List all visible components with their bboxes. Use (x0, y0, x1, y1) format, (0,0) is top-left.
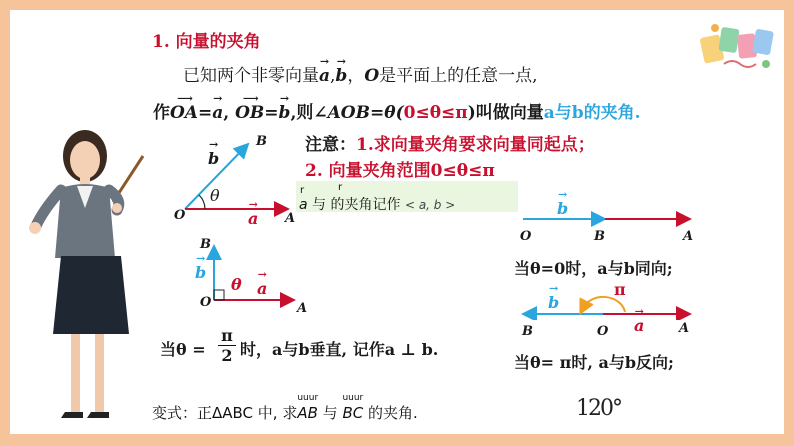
exercise-line (152, 393, 418, 423)
opp-label-o: O (597, 324, 609, 339)
section-number: 1. (152, 32, 170, 52)
notation-a: r a (299, 185, 308, 213)
exercise-bc: uuur BC (342, 393, 364, 422)
perp-label-a-point: A (297, 301, 308, 316)
exercise-text: 变式：正ΔABC 中, 求 (152, 404, 298, 422)
vector-b: → b (335, 55, 348, 86)
vector-ob: ⟶ OB (235, 92, 265, 123)
note-line-1 (305, 130, 595, 155)
note-item-1: 1.求向量夹角要求向量同起点； (356, 135, 595, 155)
diagram-opposite-direction (515, 282, 700, 320)
vector-oa: ⟶ OA (170, 92, 198, 123)
notation-r-b: r (338, 182, 343, 193)
same-label-b-point: B (594, 229, 605, 244)
section-title (152, 27, 261, 52)
definition-line-1 (183, 55, 538, 86)
perp-label-a-vector: → a (257, 268, 268, 298)
vector-a: → a (319, 55, 331, 86)
label-b-vector: → b (208, 138, 220, 168)
vector-b-2: → b (278, 92, 291, 123)
perp-label-b-point: B (200, 237, 211, 252)
theta-eq: =θ( (369, 103, 404, 123)
point-o: O (364, 66, 380, 86)
equals-2: = (264, 103, 279, 123)
notation-text (299, 182, 456, 214)
note-line-2: 2. 向量夹角范围0≤θ≤π (305, 161, 495, 181)
notation-bracket: < a, b > (404, 198, 456, 212)
exercise-ab: uuur AB (297, 393, 319, 422)
definition-text: 已知两个非零向量 (183, 66, 319, 86)
exercise-yu: 与 (317, 404, 343, 422)
angle-aob: ∠AOB (313, 103, 370, 123)
perp-caption-pre: 当θ = (160, 340, 206, 359)
perp-frac-den: 2 (218, 345, 236, 365)
diagram-same-direction (515, 205, 700, 235)
definition-text-end: 是平面上的任意一点, (379, 66, 538, 86)
same-label-a-point: A (683, 229, 694, 244)
opp-label-pi: π (614, 280, 626, 299)
a-and-b: a与b (543, 103, 584, 123)
exercise-tail: 的夹角. (363, 404, 418, 422)
opp-label-a-point: A (679, 321, 690, 336)
definition-line-2: 作 ⟶ OA= → a, ⟶ OB= → b,则∠AOB=θ(0≤θ≤π)叫做向量a与b的夹角. (153, 92, 641, 123)
opp-caption: 当θ= π时, a与b反向; (514, 353, 674, 372)
opp-label-b-point: B (522, 324, 533, 339)
same-label-b-vector: → b (557, 188, 569, 218)
perp-frac-num: π (221, 326, 233, 345)
same-caption: 当θ=0时，a与b同向; (514, 259, 673, 278)
label-b-point: B (256, 134, 267, 149)
note-label: 注意： (305, 135, 356, 155)
section-title-text: 向量的夹角 (175, 32, 261, 52)
perp-label-o: O (200, 295, 212, 310)
perp-fraction (218, 326, 236, 365)
teacher-illustration-icon (25, 118, 150, 438)
vector-a-2: → a (212, 92, 224, 123)
label-o: O (174, 208, 186, 223)
zuo-text: 作 (153, 103, 170, 123)
same-label-o: O (520, 229, 532, 244)
equals: = (198, 103, 213, 123)
comma: , (330, 66, 336, 86)
opp-label-a-vector: → a (634, 305, 645, 335)
label-a-point: A (285, 211, 296, 226)
theta-range: 0≤θ≤π (403, 103, 468, 123)
perp-label-b-vector: → b (195, 252, 207, 282)
decorative-sticker-icon (700, 20, 778, 72)
jiajiao-text: 的夹角. (583, 103, 641, 123)
separator: ， (347, 66, 365, 86)
opp-label-b-vector: → b (548, 282, 560, 312)
label-theta: θ (210, 186, 220, 205)
exercise-answer: 120° (576, 396, 621, 421)
perp-caption (160, 337, 206, 360)
notation-caption: 与 的夹角记作 (312, 197, 401, 213)
close-text: )叫做向量 (467, 103, 544, 123)
perp-label-theta: θ (231, 275, 242, 294)
perp-caption-post: 时，a与b垂直, 记作a ⊥ b. (240, 340, 439, 359)
label-a-vector: → a (248, 198, 259, 228)
ze-text: ,则 (290, 103, 314, 123)
